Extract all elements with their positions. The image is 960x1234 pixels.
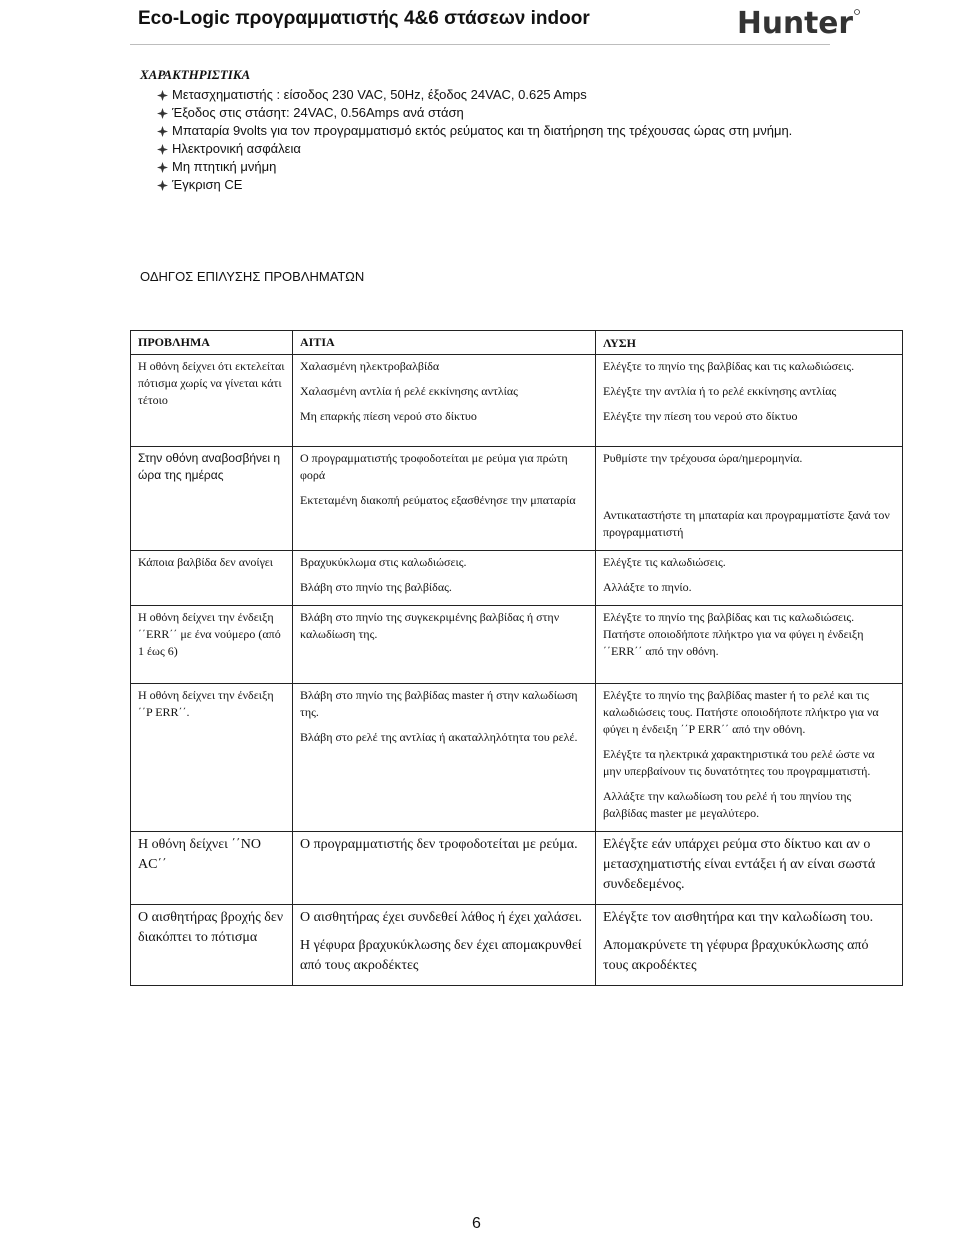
svg-text:Hunter: Hunter [737, 6, 854, 38]
page-number: 6 [472, 1215, 481, 1232]
bullet-diamond-icon [157, 180, 168, 191]
cause-cell: Βλάβη στο πηνίο της συγκεκριμένης βαλβίδας ή στην καλωδίωση της. [293, 606, 596, 684]
page-header [0, 0, 960, 44]
cause-cell: Ο προγραμματιστής δεν τροφοδοτείται με ρεύμα. [293, 832, 596, 905]
table-row [131, 832, 903, 905]
cause-cell: Χαλασμένη ηλεκτροβαλβίδα Χαλασμένη αντλία ή ρελέ εκκίνησης αντλίας Μη επαρκής πίεση νερού στο δίκτυο [293, 355, 596, 447]
problem-cell: Κάποια βαλβίδα δεν ανοίγει [131, 551, 293, 606]
solution-cell: Ελέγξτε το πηνίο της βαλβίδας και τις καλωδιώσεις. Πατήστε οποιοδήποτε πλήκτρο για να φύγει η ένδειξη ΄΄ERR΄΄ από την οθόνη. [596, 606, 903, 684]
table-row [131, 905, 903, 986]
problem-cell: Η οθόνη δείχνει ΄΄NO AC΄΄ [131, 832, 293, 905]
problem-cell: Η οθόνη δείχνει την ένδειξη ΄΄ERR΄΄ με ένα νούμερο (από 1 έως 6) [131, 606, 293, 684]
bullet-diamond-icon [157, 108, 168, 119]
feature-item: Έγκριση CE [160, 176, 850, 194]
feature-item: Μετασχηματιστής : είσοδος 230 VAC, 50Hz, έξοδος 24VAC, 0.625 Amps [160, 86, 850, 104]
column-header-problem: ΠΡΟΒΛΗΜΑ [131, 331, 293, 355]
table-row [131, 606, 903, 684]
feature-item: Μη πτητική μνήμη [160, 158, 850, 176]
cause-cell: Ο αισθητήρας έχει συνδεθεί λάθος ή έχει χαλάσει. Η γέφυρα βραχυκύκλωσης δεν έχει απομακρυνθεί από τους ακροδέκτες [293, 905, 596, 986]
features-heading: ΧΑΡΑΚΤΗΡΙΣΤΙΚΑ [140, 67, 251, 82]
bullet-diamond-icon [157, 90, 168, 101]
table-row [131, 447, 903, 551]
solution-cell: Ελέγξτε το πηνίο της βαλβίδας master ή το ρελέ και τις καλωδιώσεις τους. Πατήστε οποιοδήποτε πλήκτρο για να φύγει η ένδειξη ΄΄P ERR΄΄ από την οθόνη. Ελέγξτε τα ηλεκτρικά χαρακτηριστικά του ρελέ ώστε να μην υπερβαίνουν τις δυνατότητες του προγραμματιστή. Αλλάξτε την καλωδίωση του ρελέ ή του πηνίου της βαλβίδας master με μεγαλύτερο. [596, 684, 903, 832]
cause-cell: Βραχυκύκλωμα στις καλωδιώσεις. Βλάβη στο πηνίο της βαλβίδας. [293, 551, 596, 606]
problem-cell: Η οθόνη δείχνει ότι εκτελείται πότισμα χωρίς να γίνεται κάτι τέτοιο [131, 355, 293, 447]
troubleshooting-table [130, 330, 903, 986]
problem-cell: Στην οθόνη αναβοσβήνει η ώρα της ημέρας [131, 447, 293, 551]
solution-cell: Ρυθμίστε την τρέχουσα ώρα/ημερομηνία. Αντικαταστήστε τη μπαταρία και προγραμματίστε ξανά τον προγραμματιστή [596, 447, 903, 551]
feature-item: Έξοδος στις στάσητ: 24VAC, 0.56Amps ανά στάση [160, 104, 850, 122]
document-title: Eco-Logic προγραμματιστής 4&6 στάσεων indoor [138, 8, 590, 29]
troubleshooting-heading: ΟΔΗΓΟΣ ΕΠΙΛΥΣΗΣ ΠΡΟΒΛΗΜΑΤΩΝ [140, 269, 365, 284]
feature-item: Μπαταρία 9volts για τον προγραμματισμό εκτός ρεύματος και τη διατήρηση της τρέχουσας ώρας στη μνήμη. [160, 122, 850, 140]
column-header-solution: ΛΥΣΗ [596, 331, 903, 355]
column-header-cause: ΑΙΤΙΑ [293, 331, 596, 355]
bullet-diamond-icon [157, 126, 168, 137]
hunter-logo [737, 6, 861, 38]
problem-cell: Η οθόνη δείχνει την ένδειξη ΄΄P ERR΄΄. [131, 684, 293, 832]
solution-cell: Ελέγξτε εάν υπάρχει ρεύμα στο δίκτυο και αν ο μετασχηματιστής είναι εντάξει ή αν είναι σωστά συνδεδεμένος. [596, 832, 903, 905]
feature-item: Ηλεκτρονική ασφάλεια [160, 140, 850, 158]
solution-cell: Ελέγξτε το πηνίο της βαλβίδας και τις καλωδιώσεις. Ελέγξτε την αντλία ή το ρελέ εκκίνησης αντλίας Ελέγξτε την πίεση του νερού στο δίκτυο [596, 355, 903, 447]
header-divider [130, 44, 830, 45]
table-row [131, 551, 903, 606]
features-list [160, 86, 850, 194]
table-row [131, 355, 903, 447]
table-row [131, 684, 903, 832]
solution-cell: Ελέγξτε τις καλωδιώσεις. Αλλάξτε το πηνίο. [596, 551, 903, 606]
table-header-row [131, 331, 903, 355]
cause-cell: Βλάβη στο πηνίο της βαλβίδας master ή στην καλωδίωση της. Βλάβη στο ρελέ της αντλίας ή ακαταλληλότητα του ρελέ. [293, 684, 596, 832]
solution-cell: Ελέγξτε τον αισθητήρα και την καλωδίωση του. Απομακρύνετε τη γέφυρα βραχυκύκλωσης από τους ακροδέκτες [596, 905, 903, 986]
cause-cell: Ο προγραμματιστής τροφοδοτείται με ρεύμα για πρώτη φορά Εκτεταμένη διακοπή ρεύματος εξασθένησε την μπαταρία [293, 447, 596, 551]
problem-cell: Ο αισθητήρας βροχής δεν διακόπτει το πότισμα [131, 905, 293, 986]
bullet-diamond-icon [157, 144, 168, 155]
bullet-diamond-icon [157, 162, 168, 173]
